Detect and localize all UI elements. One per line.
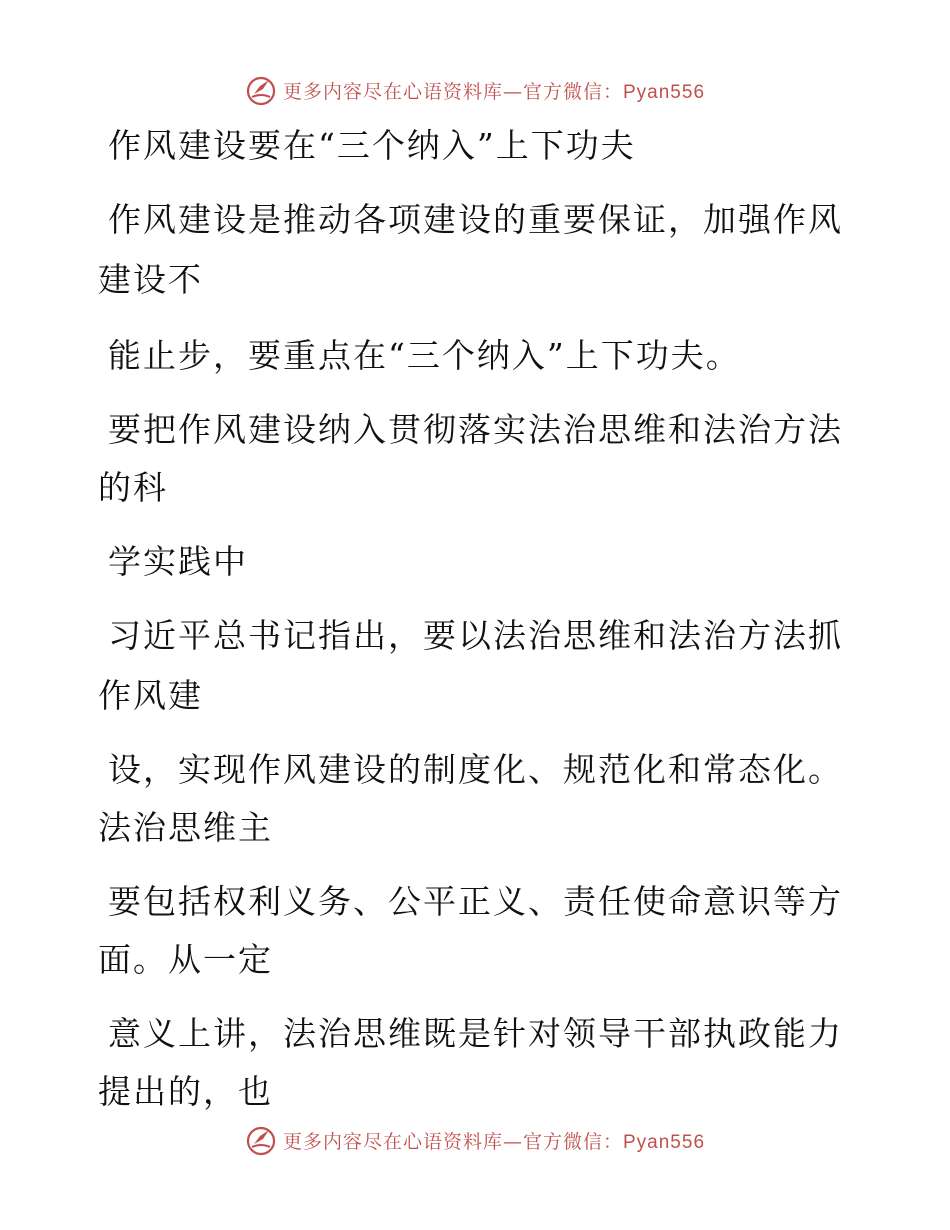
paragraph-line: 意义上讲，法治思维既是针对领导干部执政能力 bbox=[108, 1014, 843, 1053]
header-banner bbox=[0, 70, 950, 110]
red-book-quill-icon bbox=[245, 1124, 277, 1156]
red-book-quill-icon bbox=[245, 74, 277, 106]
paragraph-line: 要包括权利义务、公平正义、责任使命意识等方 bbox=[108, 882, 843, 921]
footer-banner-text bbox=[283, 1127, 705, 1154]
header-banner-label: 更多内容尽在心语资料库—官方微信： bbox=[282, 80, 623, 103]
document-title: 作风建设要在“三个纳入”上下功夫 bbox=[108, 126, 636, 165]
paragraph-line: 能止步，要重点在“三个纳入”上下功夫。 bbox=[108, 336, 741, 375]
section-heading: 要把作风建设纳入贯彻落实法治思维和法治方法 bbox=[108, 410, 843, 449]
paragraph-line: 作风建 bbox=[98, 676, 203, 715]
header-banner-text bbox=[283, 77, 705, 104]
paragraph-line: 设，实现作风建设的制度化、规范化和常态化。 bbox=[108, 750, 843, 789]
paragraph-line: 建设不 bbox=[98, 260, 203, 299]
paragraph-line: 法治思维主 bbox=[98, 808, 273, 847]
footer-banner bbox=[0, 1120, 950, 1160]
section-heading: 的科 bbox=[98, 468, 168, 507]
header-wechat-id: Pyan556 bbox=[623, 81, 706, 103]
footer-wechat-id: Pyan556 bbox=[623, 1131, 706, 1153]
paragraph-line: 面。从一定 bbox=[98, 940, 273, 979]
paragraph-line: 习近平总书记指出，要以法治思维和法治方法抓 bbox=[108, 616, 843, 655]
footer-banner-label: 更多内容尽在心语资料库—官方微信： bbox=[282, 1130, 623, 1153]
section-heading: 学实践中 bbox=[108, 542, 248, 581]
paragraph-line: 提出的，也 bbox=[98, 1072, 273, 1111]
paragraph-line: 作风建设是推动各项建设的重要保证，加强作风 bbox=[108, 200, 843, 239]
